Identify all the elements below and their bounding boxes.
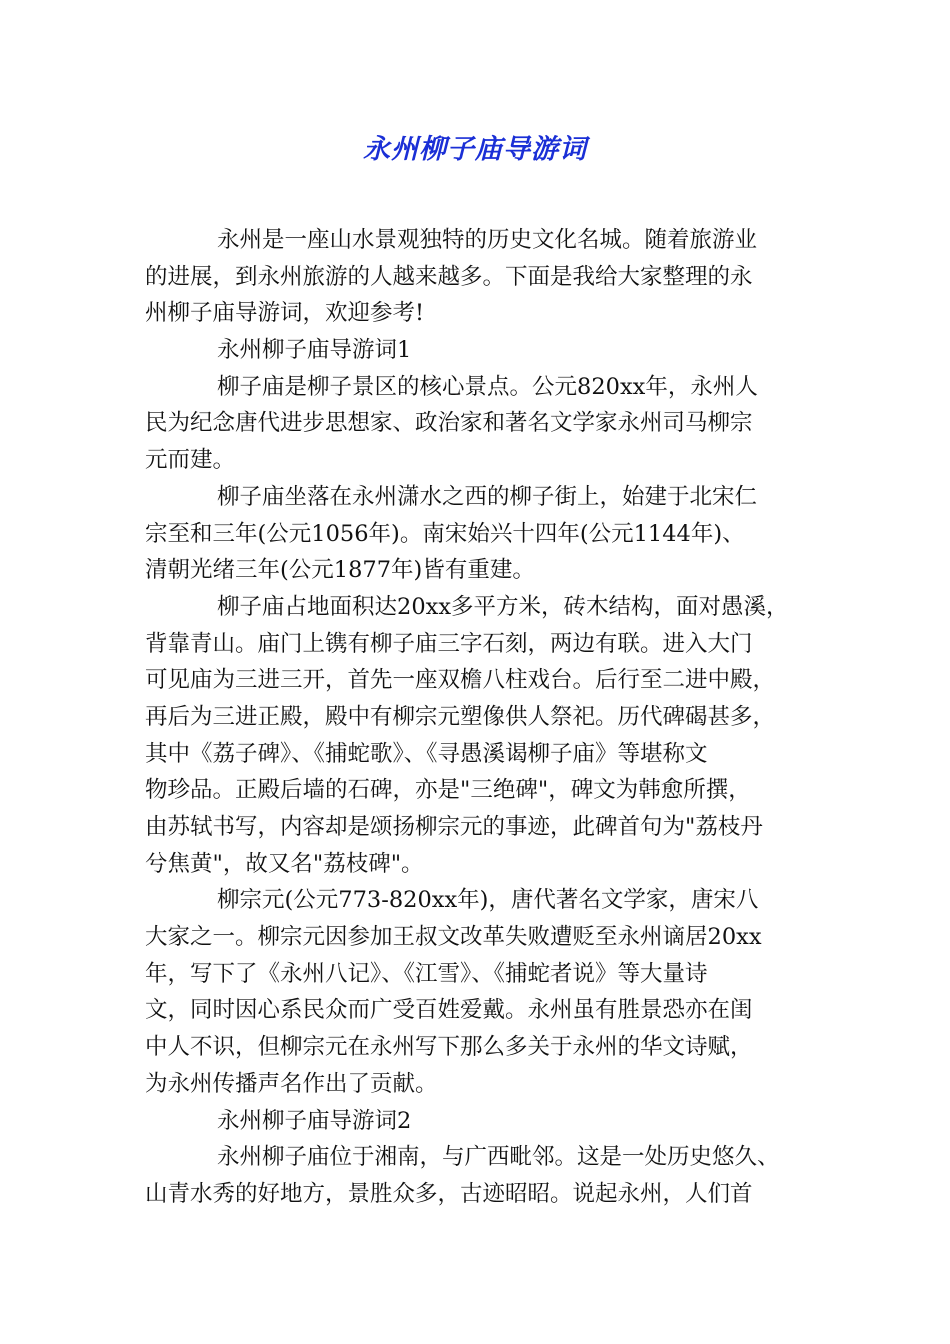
text-line: 文，同时因心系民众而广受百姓爱戴。永州虽有胜景恐亦在闺 bbox=[145, 997, 753, 1024]
text-line: 兮焦黄"，故又名"荔枝碑"。 bbox=[145, 850, 424, 877]
text-line: 山青水秀的好地方，景胜众多，古迹昭昭。说起永州，人们首 bbox=[145, 1180, 753, 1207]
text-line: 民为纪念唐代进步思想家、政治家和著名文学家永州司马柳宗 bbox=[145, 410, 753, 437]
text-line: 州柳子庙导游词，欢迎参考! bbox=[145, 300, 425, 327]
text-line: 由苏轼书写，内容却是颂扬柳宗元的事迹，此碑首句为"荔枝丹 bbox=[145, 814, 763, 840]
document-body bbox=[145, 222, 805, 1213]
text-line: 永州柳子庙导游词2 bbox=[217, 1107, 412, 1134]
text-line: 柳子庙占地面积达20xx多平方米，砖木结构，面对愚溪， bbox=[217, 593, 789, 620]
text-line: 背靠青山。庙门上镌有柳子庙三字石刻，两边有联。进入大门 bbox=[145, 630, 753, 657]
text-line: 宗至和三年(公元1056年)。南宋始兴十四年(公元1144年)、 bbox=[145, 520, 745, 547]
text-line: 可见庙为三进三开，首先一座双檐八柱戏台。后行至二进中殿， bbox=[145, 667, 776, 694]
text-line: 的进展，到永州旅游的人越来越多。下面是我给大家整理的永 bbox=[145, 263, 753, 290]
text-line: 永州柳子庙位于湘南，与广西毗邻。这是一处历史悠久、 bbox=[217, 1144, 780, 1171]
text-line: 柳子庙是柳子景区的核心景点。公元820xx年，永州人 bbox=[217, 373, 758, 400]
text-line: 柳宗元(公元773-820xx年)，唐代著名文学家，唐宋八 bbox=[217, 887, 759, 914]
text-line: 年，写下了《永州八记》、《江雪》、《捕蛇者说》等大量诗 bbox=[145, 960, 708, 987]
text-line: 物珍品。正殿后墙的石碑，亦是"三绝碑"，碑文为韩愈所撰， bbox=[145, 777, 751, 804]
text-line: 其中《荔子碑》、《捕蛇歌》、《寻愚溪谒柳子庙》等堪称文 bbox=[145, 740, 708, 767]
text-line: 柳子庙坐落在永州潇水之西的柳子街上，始建于北宋仁 bbox=[217, 483, 758, 510]
text-line: 大家之一。柳宗元因参加王叔文改革失败遭贬至永州谪居20xx bbox=[145, 924, 762, 951]
document-title: 永州柳子庙导游词 bbox=[363, 134, 587, 165]
text-line: 永州柳子庙导游词1 bbox=[217, 337, 412, 364]
text-line: 中人不识，但柳宗元在永州写下那么多关于永州的华文诗赋， bbox=[145, 1034, 753, 1061]
text-line: 再后为三进正殿，殿中有柳宗元塑像供人祭祀。历代碑碣甚多， bbox=[145, 703, 776, 730]
text-line: 永州是一座山水景观独特的历史文化名城。随着旅游业 bbox=[217, 227, 758, 253]
text-line: 元而建。 bbox=[145, 447, 236, 474]
text-line: 清朝光绪三年(公元1877年)皆有重建。 bbox=[145, 557, 535, 584]
text-line: 为永州传播声名作出了贡献。 bbox=[145, 1070, 438, 1097]
